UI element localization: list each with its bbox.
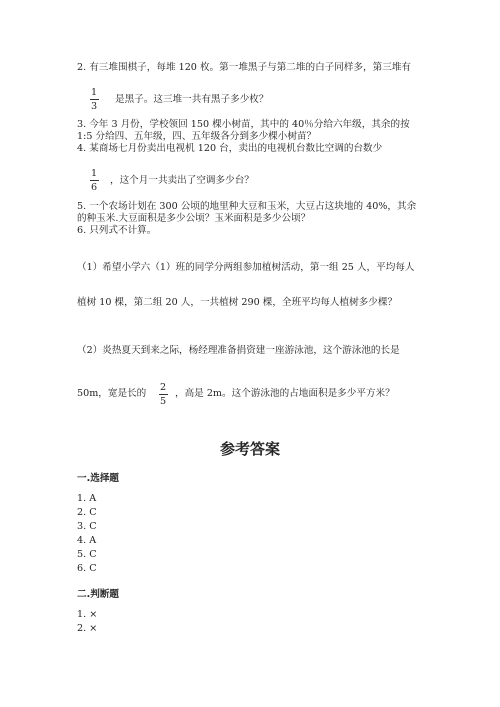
q2-line1: 2. 有三堆围棋子，每堆 120 枚。第一堆黑子与第二堆的白子同样多，第三堆有 [77, 62, 412, 73]
fraction-numerator: 1 [90, 87, 98, 98]
q5-line2: 的种玉米.大豆面积是多少公顷？玉米面积是多少公顷？ [77, 213, 311, 224]
q6-sub2-line1: （2）炎热夏天到来之际，杨经理准备捐资建一座游泳池，这个游泳池的长是 [77, 345, 400, 356]
q6-line1: 6. 只列式不计算。 [77, 225, 157, 236]
answer-item: 4. A [77, 535, 97, 546]
section-choice-heading: 一.选择题 [77, 473, 120, 484]
fraction-denominator: 3 [90, 101, 98, 112]
answer-item: 1. × [77, 609, 98, 620]
q2-fraction [88, 87, 100, 112]
fraction-numerator: 1 [90, 168, 98, 179]
section-judge-heading: 二.判断题 [77, 589, 120, 600]
answer-title: 参考答案 [219, 440, 280, 458]
q4-fraction [88, 168, 100, 193]
answer-item: 5. C [77, 549, 97, 560]
q6-sub1-line2: 植树 10 棵，第二组 20 人，一共植树 290 棵，全班平均每人植树多少棵？ [77, 297, 398, 308]
answer-item: 2. × [77, 623, 98, 634]
q4-line1: 4. 某商场七月份卖出电视机 120 台，卖出的电视机台数比空调的台数少 [77, 143, 383, 154]
q6-fraction [157, 382, 169, 407]
fraction-bar [159, 394, 168, 395]
fraction-denominator: 6 [90, 182, 98, 193]
fraction-bar [90, 99, 99, 100]
q2-line2: 是黑子。这三堆一共有黑子多少枚？ [115, 94, 269, 105]
q5-line1: 5. 一个农场计划在 300 公顷的地里种大豆和玉米，大豆占这块地的 40%，其余 [77, 201, 417, 212]
answer-item: 2. C [77, 507, 97, 518]
q3-line2: 1:5 分给四、五年级，四、五年级各分到多少棵小树苗？ [77, 131, 317, 142]
answer-item: 3. C [77, 521, 97, 532]
q4-line2: ，这个月一共卖出了空调多少台？ [110, 175, 254, 186]
answer-item: 6. C [77, 563, 97, 574]
fraction-denominator: 5 [159, 396, 167, 407]
q3-line1: 3. 今年 3 月份，学校领回 150 棵小树苗，其中的 40％分给六年级，其余的按 [77, 119, 410, 130]
answer-item: 1. A [77, 493, 97, 504]
q6-sub2-line2b: ，高是 2m。这个游泳池的占地面积是多少平方米？ [175, 388, 395, 399]
fraction-numerator: 2 [159, 382, 167, 393]
fraction-bar [90, 180, 99, 181]
q6-sub1-line1: （1）希望小学六（1）班的同学分两组参加植树活动，第一组 25 人，平均每人 [77, 262, 415, 273]
q6-sub2-line2a: 50m，宽是长的 [77, 388, 147, 399]
